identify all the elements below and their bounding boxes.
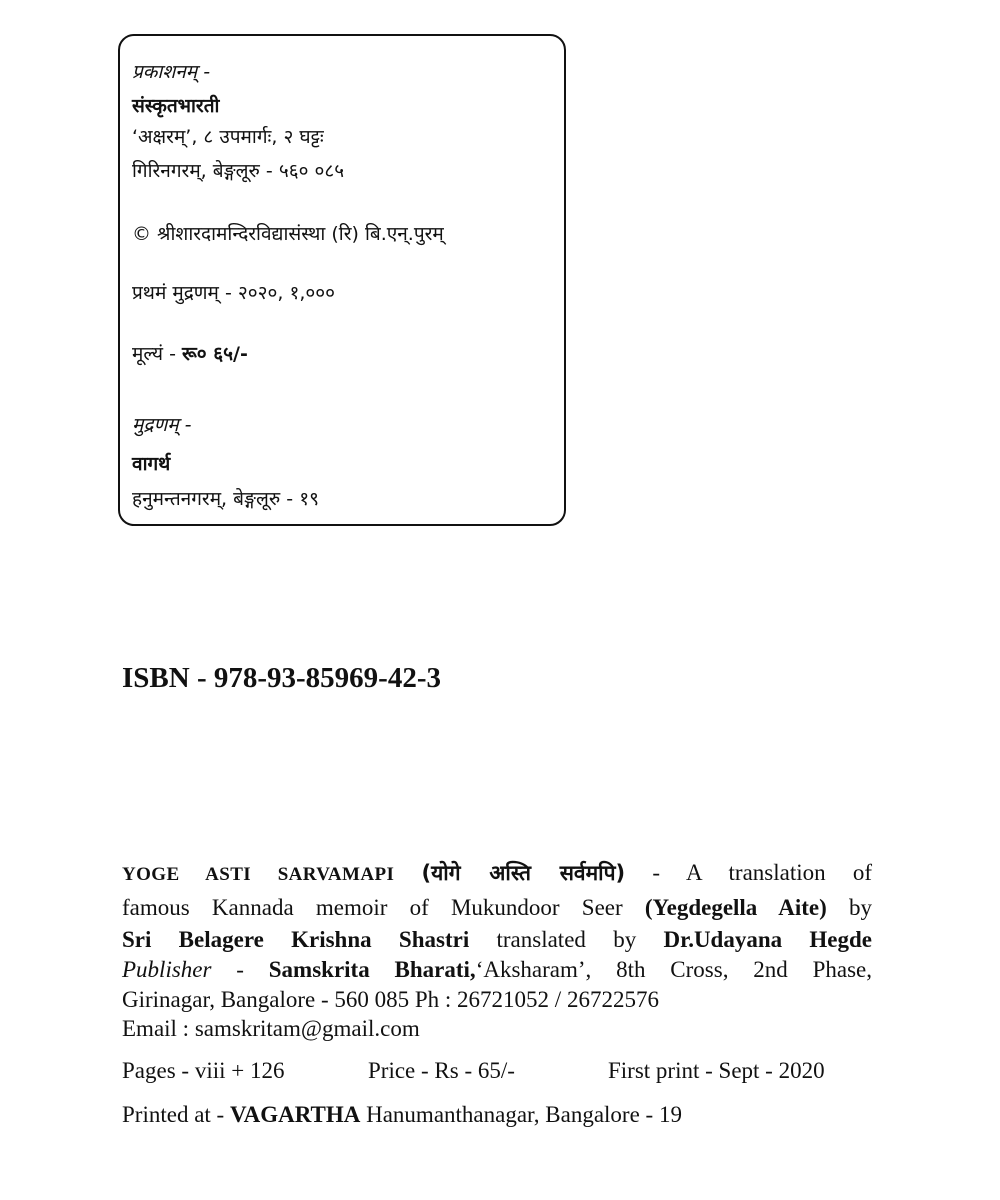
printed-at-line xyxy=(122,1100,872,1130)
first-print-en: First print - Sept - 2020 xyxy=(608,1058,825,1083)
publisher-label: प्रकाशनम् - xyxy=(132,61,211,83)
printer-name-en: VAGARTHA xyxy=(229,1102,361,1127)
author-name: Sri Belagere Krishna Shastri xyxy=(122,927,470,952)
printer-label: मुद्रणम् - xyxy=(132,414,192,436)
publisher-address-en: ‘Aksharam’, 8th Cross, 2nd Phase, xyxy=(475,957,873,982)
publisher-address-line1: ‘अक्षरम्’, ८ उपमार्गः, २ घट्टः xyxy=(132,126,324,148)
line2-text: famous Kannada memoir of Mukundoor Seer xyxy=(122,895,645,920)
isbn: ISBN - 978-93-85969-42-3 xyxy=(122,662,441,694)
title-roman: YOGE ASTI SARVAMAPI xyxy=(122,864,395,885)
line3-mid: translated by xyxy=(469,927,664,952)
colophon-line-4 xyxy=(122,955,872,985)
publisher-address-line2: गिरिनगरम्, बेङ्गलूरु - ५६० ०८५ xyxy=(132,160,345,182)
colophon-line-2 xyxy=(122,893,872,923)
publisher-dash: - xyxy=(211,957,269,982)
original-title: (Yegdegella Aite) xyxy=(644,895,827,920)
line1-tail: - A translation of xyxy=(625,860,872,885)
email-line: Email : samskritam@gmail.com xyxy=(122,1016,420,1041)
price-label: मूल्यं - xyxy=(132,343,183,365)
price-en: Price - Rs - 65/- xyxy=(368,1058,515,1083)
first-print-line: प्रथमं मुद्रणम् - २०२०, १,००० xyxy=(132,282,335,304)
line2-tail: by xyxy=(826,895,872,920)
colophon-line-3 xyxy=(122,925,872,955)
printer-address-en: Hanumanthanagar, Bangalore - 19 xyxy=(360,1102,682,1127)
colophon-line-5: Girinagar, Bangalore - 560 085 Ph : 26721052 / 26722576 xyxy=(122,987,659,1012)
pages-count: Pages - viii + 126 xyxy=(122,1058,285,1083)
copyright-line: © श्रीशारदामन्दिरविद्यासंस्था (रि) बि.एन्.पुरम् xyxy=(132,223,444,245)
imprint-box xyxy=(118,34,566,526)
translator-name: Dr.Udayana Hegde xyxy=(663,927,873,952)
publisher-label-en: Publisher xyxy=(122,957,212,982)
printed-at-label: Printed at - xyxy=(122,1102,230,1127)
title-devanagari: (योगे अस्ति सर्वमपि) xyxy=(421,861,626,885)
publisher-name-en: Samskrita Bharati, xyxy=(268,957,476,982)
price-value: रू० ६५/- xyxy=(182,343,248,365)
printer-name: वागर्थ xyxy=(132,453,171,475)
publisher-name: संस्कृतभारती xyxy=(132,95,220,117)
price-line xyxy=(132,342,248,366)
printer-address: हनुमन्तनगरम्, बेङ्गलूरु - १९ xyxy=(132,488,319,510)
colophon-line-1 xyxy=(122,858,872,890)
